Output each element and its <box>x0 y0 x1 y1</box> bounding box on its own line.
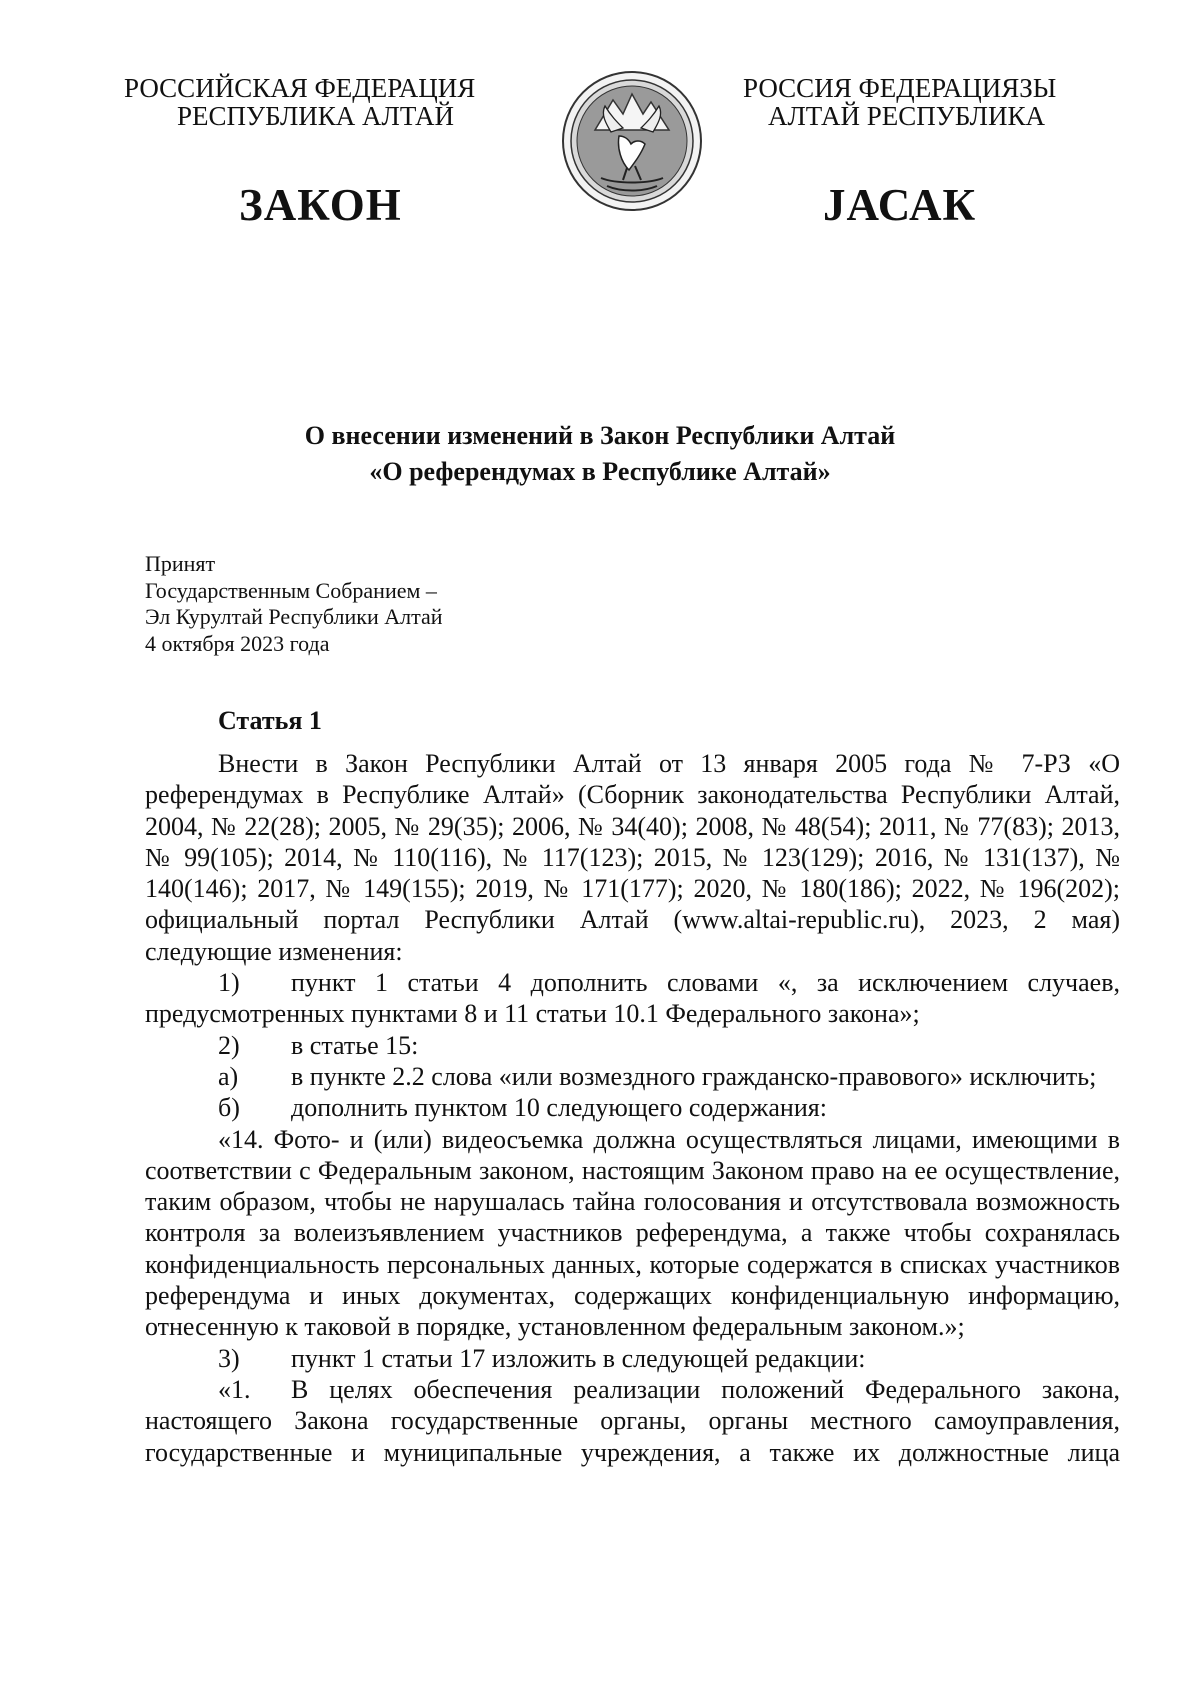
item-3 <box>145 1343 1120 1374</box>
law-title-ru: ЗАКОН <box>239 180 402 230</box>
quoted-point-1 <box>145 1374 1120 1468</box>
item-text: в пункте 2.2 слова «или возмездного гражданско-правового» исключить; <box>291 1061 1097 1091</box>
adoption-date: 4 октября 2023 года <box>145 630 330 656</box>
item-b <box>145 1092 1120 1123</box>
article-intro: Внести в Закон Республики Алтай от 13 января 2005 года № 7-РЗ «О референдумах в Республике Алтай» (Сборник законодательства Республики Алтай, 2004, № 22(28); 2005, № 29(35); 2006, № 34(40); 2008, № 48(54); 2011, № 77(83); 2013, № 99(105); 2014, № 110(116), № 117(123); 2015, № 123(129); 2016, № 131(137), № 140(146); 2017, № 149(155); 2019, № 171(177); 2020, № 180(186); 2022, № 196(202); официальный портал Республики Алтай (www.altai-republic.ru), 2023, 2 мая) следующие изменения: <box>145 749 1120 966</box>
document-title <box>0 418 1200 490</box>
header-left-line2: РЕСПУБЛИКА АЛТАЙ <box>177 101 454 131</box>
item-text: В целях обеспечения реализации положений Федерального закона, настоящего Закона государственные органы, органы местного самоуправления, государственные и муниципальные учреждения, а также их должностные лица <box>145 1374 1120 1467</box>
document-title-line1: О внесении изменений в Закон Республики Алтай <box>304 421 896 450</box>
emblem <box>561 70 703 212</box>
quoted-point-14 <box>145 1124 1120 1343</box>
coat-of-arms-icon <box>561 70 703 212</box>
item-text: пункт 1 статьи 4 дополнить словами «, за исключением случаев, предусмотренных пунктами 8 и 11 статьи 10.1 Федерального закона»; <box>145 968 1120 1029</box>
item-text: дополнить пунктом 10 следующего содержания: <box>291 1093 827 1123</box>
law-body <box>145 705 1120 1468</box>
adoption-line2: Государственным Собранием – <box>145 577 437 603</box>
item-text: пункт 1 статьи 17 изложить в следующей редакции: <box>291 1343 866 1373</box>
adoption-line3: Эл Курултай Республики Алтай <box>145 604 443 629</box>
item-number: 2) <box>218 1030 240 1060</box>
item-number: 1) <box>218 968 240 998</box>
header-left-line1: РОССИЙСКАЯ ФЕДЕРАЦИЯ <box>124 73 476 103</box>
item-text: «14. Фото- и (или) видеосъемка должна осуществляться лицами, имеющими в соответствии с Федеральным законом, настоящим Законом право на ее осуществление, таким образом, чтобы не нарушалась тайна голосования и отсутствовала возможность контроля за волеизъявлением участников референдума, а также чтобы сохранялась конфиденциальность персональных данных, которые содержатся в списках участников референдума и иных документах, содержащих конфиденциальную информацию, отнесенную к таковой в порядке, установленном федеральным законом.»; <box>145 1124 1120 1342</box>
item-1 <box>145 967 1120 1030</box>
adoption-line1: Принят <box>145 551 216 576</box>
item-number: 3) <box>218 1343 240 1373</box>
item-text: в статье 15: <box>291 1030 419 1060</box>
item-number: а) <box>218 1061 239 1091</box>
item-2 <box>145 1030 1120 1061</box>
header-right-line1: РОССИЯ ФЕДЕРАЦИЯЗЫ <box>743 73 1057 103</box>
document-title-line2: «О референдумах в Республике Алтай» <box>369 457 831 486</box>
header-right-line2: АЛТАЙ РЕСПУБЛИКА <box>768 101 1045 131</box>
item-number: «1. <box>218 1374 251 1404</box>
law-title-alt: JАСАК <box>823 180 977 230</box>
item-number: б) <box>218 1093 240 1123</box>
item-a <box>145 1061 1120 1092</box>
article-heading: Статья 1 <box>218 706 322 735</box>
adoption-block <box>145 551 443 657</box>
